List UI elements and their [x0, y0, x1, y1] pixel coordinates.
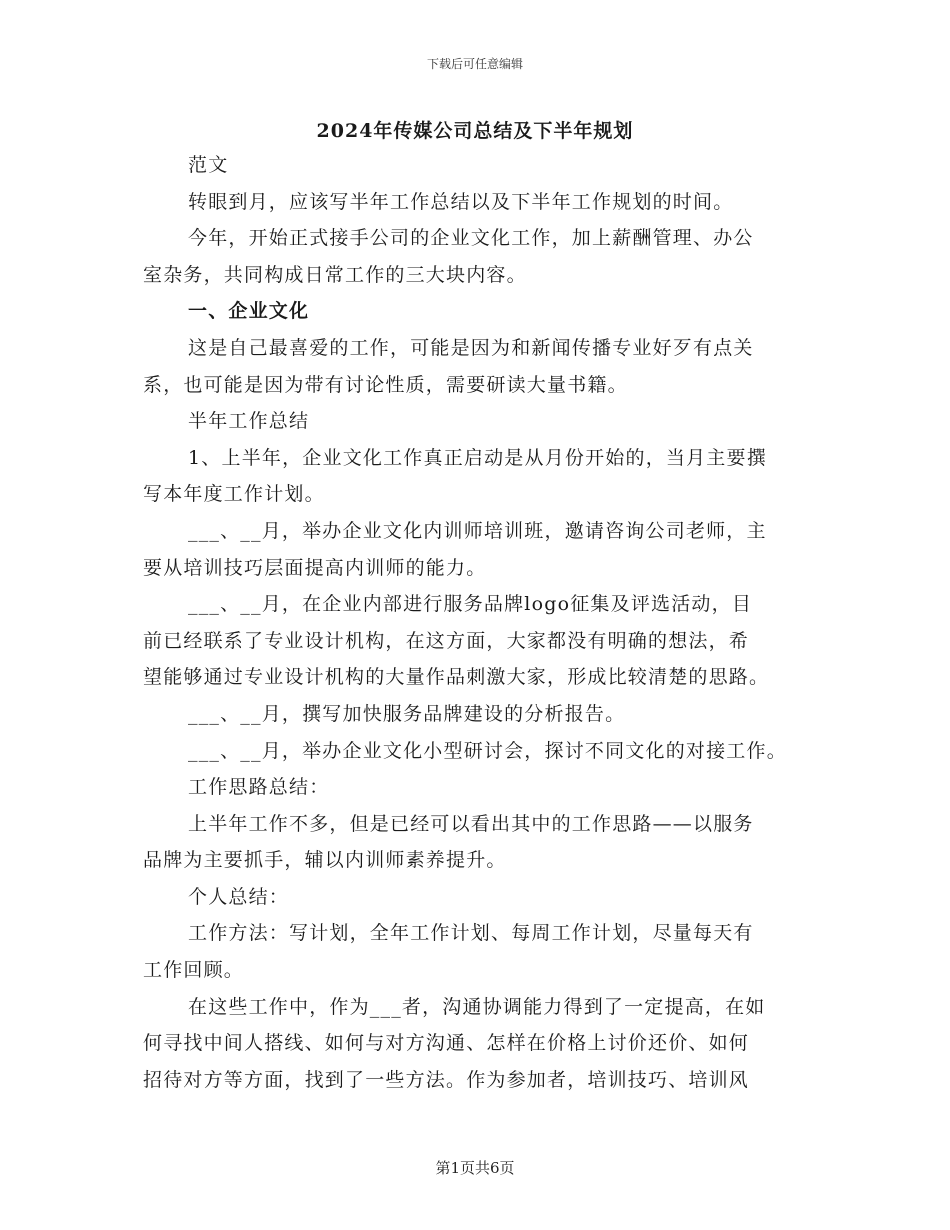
text-line: 系，也可能是因为带有讨论性质，需要研读大量书籍。	[143, 373, 628, 396]
page-footer: 第1页共6页	[435, 1159, 515, 1177]
text-line: 望能够通过专业设计机构的大量作品刺激大家，形成比较清楚的思路。	[143, 666, 770, 689]
text-line: ___、__月，在企业内部进行服务品牌logo征集及评选活动，目	[188, 593, 753, 616]
section-heading: 一、企业文化	[188, 300, 310, 323]
text-line: 工作回顾。	[143, 959, 245, 982]
text-line: 要从培训技巧层面提高内训师的能力。	[143, 556, 487, 579]
text-line: 室杂务，共同构成日常工作的三大块内容。	[143, 263, 527, 286]
text-line: 上半年工作不多，但是已经可以看出其中的工作思路——以服务	[188, 812, 754, 835]
text-line: 今年，开始正式接手公司的企业文化工作，加上薪酬管理、办公	[188, 227, 754, 250]
text-line: 这是自己最喜爱的工作，可能是因为和新闻传播专业好歹有点关	[188, 336, 754, 359]
text-line: 何寻找中间人搭线、如何与对方沟通、怎样在价格上讨价还价、如何	[143, 1032, 750, 1055]
text-line: 1、上半年，企业文化工作真正启动是从月份开始的，当月主要撰	[188, 446, 767, 469]
text-line: 范文	[188, 154, 229, 176]
text-line: 个人总结：	[188, 885, 290, 908]
text-line: 前已经联系了专业设计机构，在这方面，大家都没有明确的想法，希	[143, 629, 750, 652]
text-line: 半年工作总结	[188, 410, 310, 433]
document-body	[143, 147, 823, 1098]
text-line: 招待对方等方面，找到了一些方法。作为参加者，培训技巧、培训风	[143, 1068, 750, 1091]
header-note: 下载后可任意编辑	[426, 57, 523, 71]
text-line: ___、__月，举办企业文化小型研讨会，探讨不同文化的对接工作。	[188, 739, 787, 762]
document-title: 2024年传媒公司总结及下半年规划	[316, 120, 634, 142]
text-line: ___、__月，举办企业文化内训师培训班，邀请咨询公司老师，主	[188, 519, 767, 542]
text-line: 在这些工作中，作为___者，沟通协调能力得到了一定提高，在如	[188, 995, 766, 1018]
text-line: 转眼到月，应该写半年工作总结以及下半年工作规划的时间。	[188, 190, 734, 213]
text-line: 工作思路总结：	[188, 776, 330, 799]
text-line: 写本年度工作计划。	[143, 483, 325, 506]
text-line: 工作方法：写计划，全年工作计划、每周工作计划，尽量每天有	[188, 922, 754, 945]
text-line: ___、__月，撰写加快服务品牌建设的分析报告。	[188, 702, 626, 725]
text-line: 品牌为主要抓手，辅以内训师素养提升。	[143, 849, 507, 872]
